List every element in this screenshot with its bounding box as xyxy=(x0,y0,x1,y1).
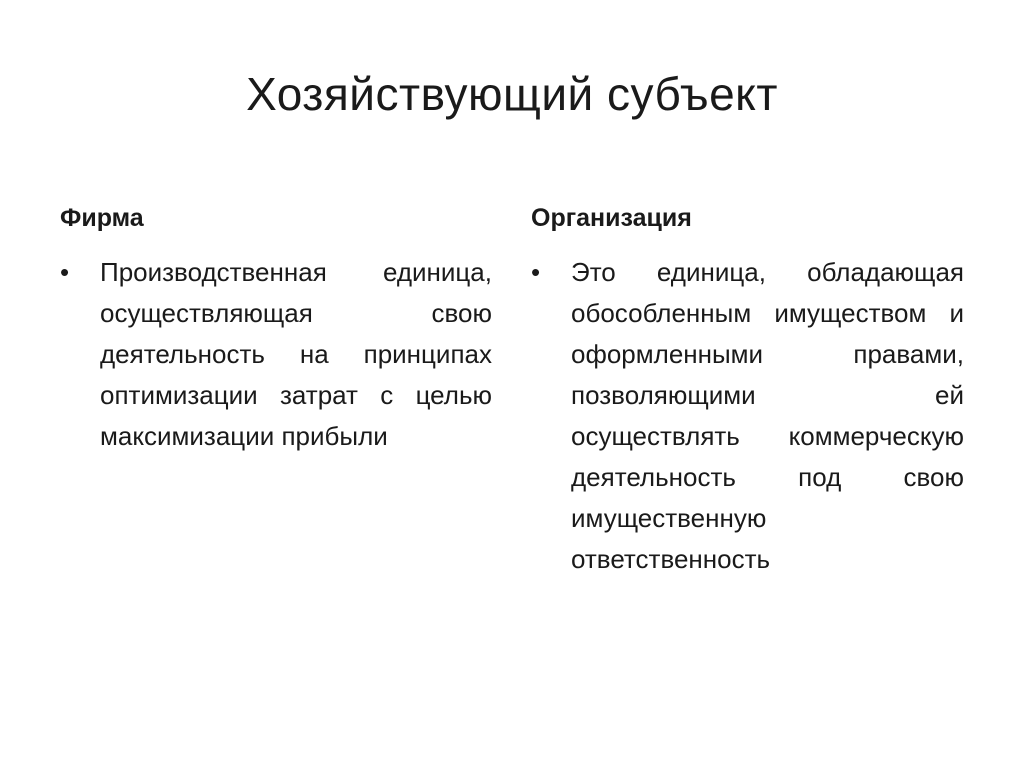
organization-bullet-item xyxy=(531,252,964,580)
organization-heading: Организация xyxy=(531,204,692,232)
firm-heading: Фирма xyxy=(60,204,144,232)
slide-title: Хозяйствующий субъект xyxy=(246,68,778,120)
bullet-dot-icon: • xyxy=(60,257,70,287)
firm-bullet-item xyxy=(60,252,492,457)
firm-column xyxy=(60,198,492,457)
bullet-dot-icon: • xyxy=(531,257,541,287)
organization-column xyxy=(531,198,964,580)
organization-definition-text: Это единица, обладающая обособленным имуществом и оформленными правами, позволяющими ей осуществлять коммерческую деятельность под свою имущественную ответственность xyxy=(571,257,964,574)
firm-definition-text: Производственная единица, осуществляющая свою деятельность на принципах оптимизации затрат с целью максимизации прибыли xyxy=(100,257,492,451)
